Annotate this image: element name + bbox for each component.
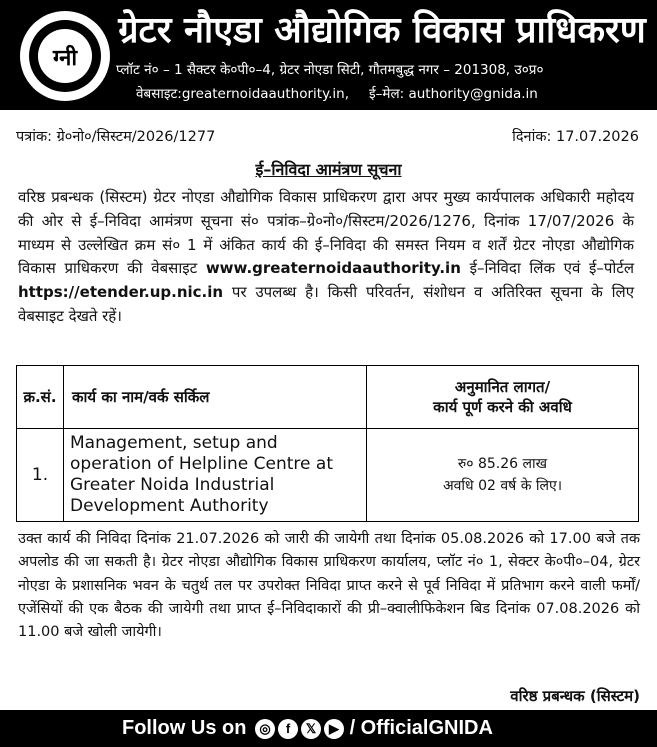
table-row xyxy=(17,429,639,522)
header-cost xyxy=(367,366,639,429)
facebook-icon[interactable]: f xyxy=(278,719,298,739)
row-serial: 1. xyxy=(17,429,64,522)
intro-text-3: पर उपलब्ध है। किसी परिवर्तन, संशोधन व अतिरिक्त सूचना के लिए वेबसाइट देखते रहें। xyxy=(18,283,634,325)
notice-title-text: ई–निविदा आमंत्रण सूचना xyxy=(255,160,402,179)
row-duration: अवधि 02 वर्ष के लिए। xyxy=(442,478,563,494)
intro-text-2: ई–निविदा लिंक एवं ई–पोर्टल xyxy=(460,259,635,278)
organization-name: ग्रेटर नौएडा औद्योगिक विकास प्राधिकरण xyxy=(118,10,646,51)
work-table xyxy=(16,365,639,522)
intro-paragraph xyxy=(18,186,634,329)
instagram-icon[interactable]: ◎ xyxy=(255,719,275,739)
notice-date: दिनांक: 17.07.2026 xyxy=(512,129,639,145)
header-work-name: कार्य का नाम/वर्क सर्किल xyxy=(64,366,367,429)
contact-line xyxy=(136,84,636,102)
table-header-row xyxy=(17,366,639,429)
header-serial: क्र.सं. xyxy=(17,366,64,429)
row-work-name: Management, setup and operation of Helpline Centre at Greater Noida Industrial Development Authority xyxy=(64,429,367,522)
header-cost-line2: कार्य पूर्ण करने की अवधि xyxy=(433,398,572,416)
email-text: ई–मेल: authority@gnida.in xyxy=(369,86,538,102)
website-text: वेबसाइट:greaternoidaauthority.in, xyxy=(136,86,350,102)
row-cost: रु० 85.26 लाख xyxy=(457,456,548,472)
signature: वरिष्ठ प्रबन्धक (सिस्टम) xyxy=(510,687,640,705)
closing-paragraph: उक्त कार्य की निविदा दिनांक 21.07.2026 को जारी की जायेगी तथा दिनांक 05.08.2026 को 17.00 बजे तक अपलोड की जा सकती है। ग्रेटर नोएडा औद्योगिक विकास प्राधिकरण कार्यालय, प्लॉट नं० 1, सेक्टर के०पी०–04, ग्रेटर नोएडा के प्रशासनिक भवन के चतुर्थ तल पर उपरोक्त निविदा प्राप्त करने से पूर्व निविदा में प्रतिभाग करने वाली फर्मों/एजेंसियों की एक बैठक की जायेगी तथा प्राप्त ई–निविदाकारों की प्री–क्वालीफिकेशन बिड दिनांक 07.08.2026 को 11.00 बजे खोली जायेगी। xyxy=(18,531,640,641)
reference-number: पत्रांक: ग्रे०नो०/सिस्टम/2026/1277 xyxy=(16,129,216,145)
header-cost-line1: अनुमानित लागत/ xyxy=(454,378,551,396)
logo-monogram: ग्नी xyxy=(52,45,78,71)
social-handle[interactable]: / OfficialGNIDA xyxy=(349,717,493,739)
address-line: प्लॉट नं० – 1 सैक्टर के०पी०–4, ग्रेटर नोएडा सिटी, गौतमबुद्ध नगर – 201308, उ०प्र० xyxy=(116,62,544,78)
youtube-icon[interactable]: ▶ xyxy=(324,719,344,739)
follow-label: Follow Us on xyxy=(122,717,247,739)
website-link[interactable]: www.greaternoidaauthority.in xyxy=(205,259,461,278)
intro-text-1: वरिष्ठ प्रबन्धक (सिस्टम) ग्रेटर नोएडा औद्योगिक विकास प्राधिकरण द्वारा अपर मुख्य कार्यपालक अधिकारी महोदय की ओर से ई–निविदा आमंत्रण सूचना सं० पत्रांक–ग्रे०नो०/सिस्टम/2026/1276, दिनांक 17/07/2026 के माध्यम से उल्लेखित क्रम सं० 1 में अंकित कार्य की ई–निविदा की समस्त नियम व शर्तें ग्रेटर नोएडा औद्योगिक विकास प्राधिकरण की वेबसाइट xyxy=(18,188,634,278)
social-follow xyxy=(122,717,493,740)
etender-portal-link[interactable]: https://etender.up.nic.in xyxy=(18,283,224,302)
row-cost-cell xyxy=(367,429,639,522)
footer-bar xyxy=(0,710,657,747)
header-banner xyxy=(0,0,657,110)
notice-title xyxy=(0,158,657,180)
x-icon[interactable]: 𝕏 xyxy=(301,719,321,739)
